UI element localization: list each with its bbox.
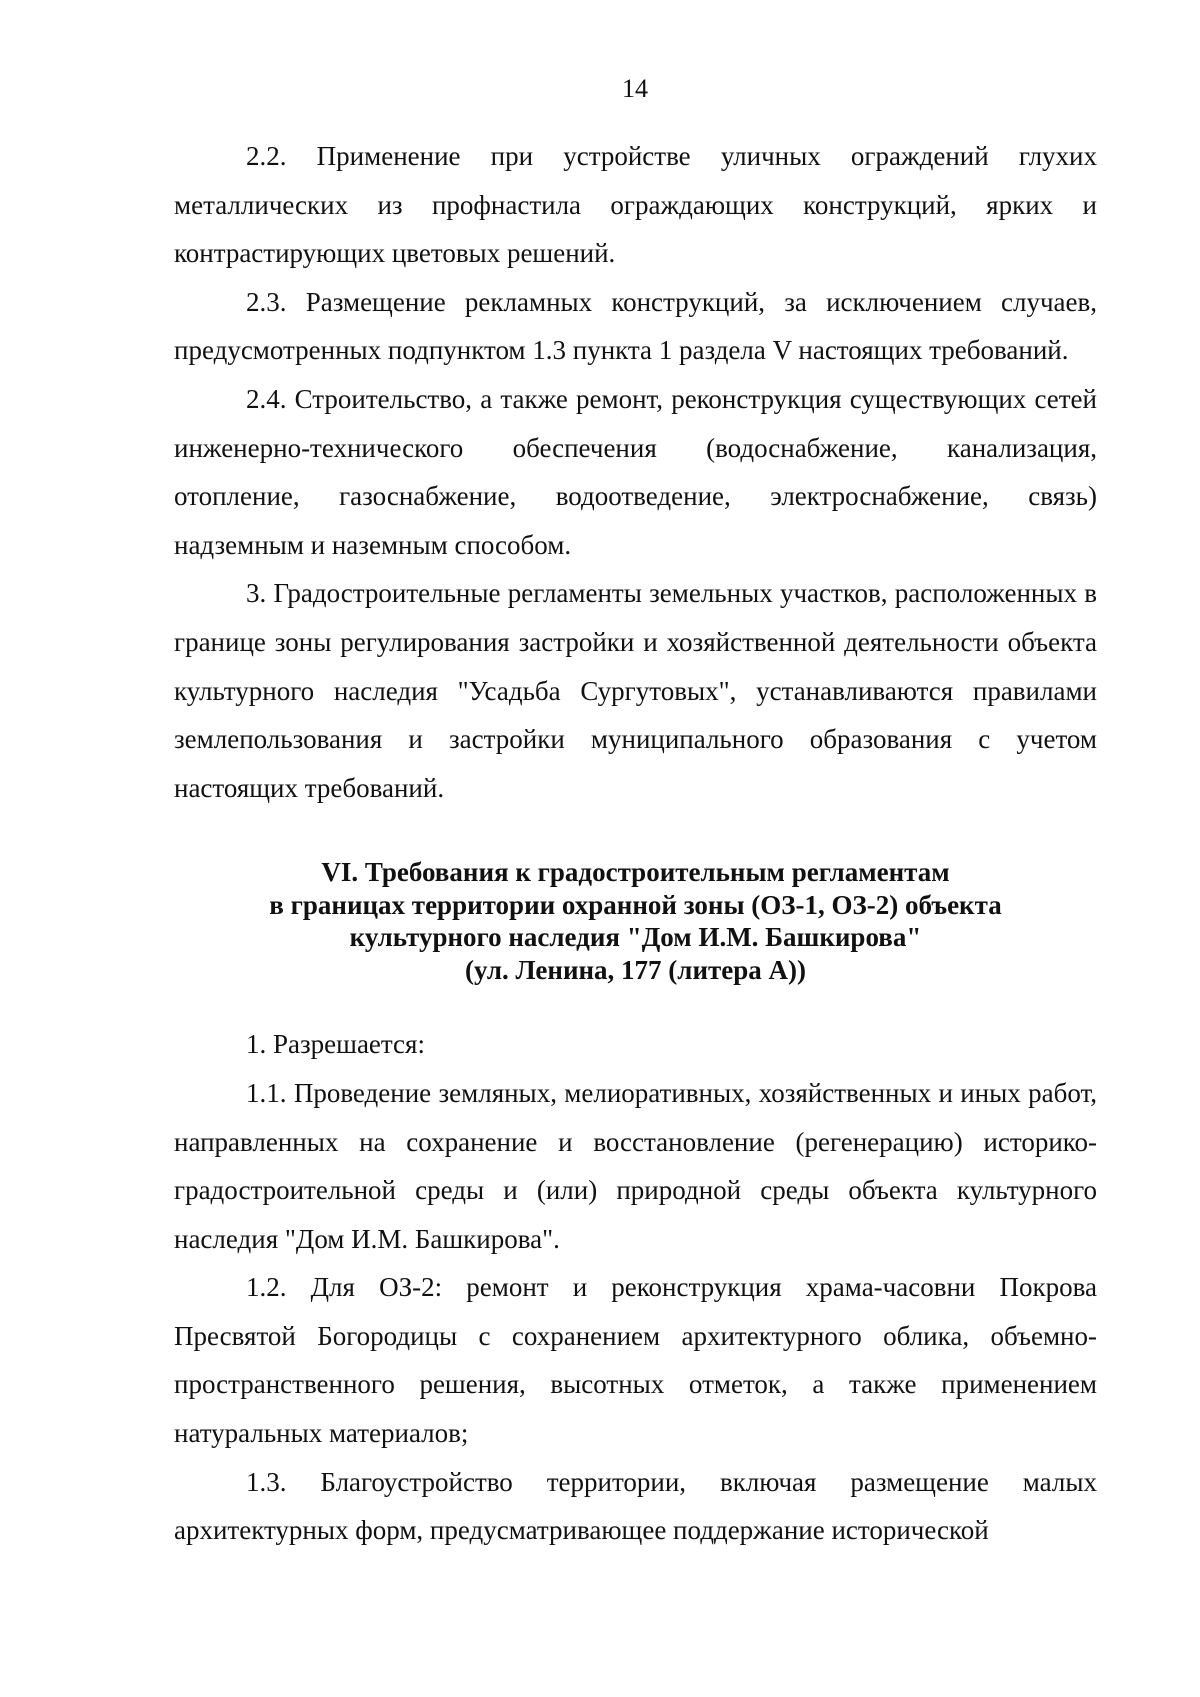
section-heading-line-4: (ул. Ленина, 177 (литера А)) bbox=[465, 954, 806, 985]
document-body bbox=[174, 132, 1097, 1555]
section-heading bbox=[174, 856, 1097, 986]
paragraph-2-3: 2.3. Размещение рекламных конструкций, за исключением случаев, предусмотренных подпунктом 1.3 пункта 1 раздела V настоящих требований. bbox=[174, 286, 1097, 366]
page-number: 14 bbox=[622, 74, 648, 103]
paragraph-1-1: 1.1. Проведение земляных, мелиоративных, хозяйственных и иных работ, направленных на сохранение и восстановление (регенерацию) историко-градостроительной среды и (или) природной среды объекта культурного наследия "Дом И.М. Башкирова". bbox=[174, 1077, 1097, 1254]
section-heading-line-1: VI. Требования к градостроительным регламентам bbox=[321, 857, 950, 888]
paragraph-1-2: 1.2. Для ОЗ-2: ремонт и реконструкция храма-часовни Покрова Пресвятой Богородицы с сохранением архитектурного облика, объемно-пространственного решения, высотных отметок, а также применением натуральных материалов; bbox=[174, 1272, 1097, 1449]
section-heading-line-3: культурного наследия "Дом И.М. Башкирова" bbox=[349, 922, 922, 953]
paragraph-2-2: 2.2. Применение при устройстве уличных ограждений глухих металлических из профнастила ограждающих конструкций, ярких и контрастирующих цветовых решений. bbox=[174, 141, 1097, 269]
paragraph-3: 3. Градостроительные регламенты земельных участков, расположенных в границе зоны регулирования застройки и хозяйственной деятельности объекта культурного наследия "Усадьба Сургутовых", устанавливаются правилами землепользования и застройки муниципального образования с учетом настоящих требований. bbox=[174, 578, 1097, 803]
paragraph-2-4: 2.4. Строительство, а также ремонт, реконструкция существующих сетей инженерно-технического обеспечения (водоснабжение, канализация, отопление, газоснабжение, водоотведение, электроснабжение, связь) надземным и наземным способом. bbox=[174, 383, 1097, 560]
paragraph-1: 1. Разрешается: bbox=[246, 1029, 425, 1060]
section-heading-line-2: в границах территории охранной зоны (ОЗ-1, ОЗ-2) объекта bbox=[269, 889, 1002, 920]
paragraph-1-3: 1.3. Благоустройство территории, включая размещение малых архитектурных форм, предусматривающее поддержание исторической bbox=[174, 1466, 1097, 1546]
